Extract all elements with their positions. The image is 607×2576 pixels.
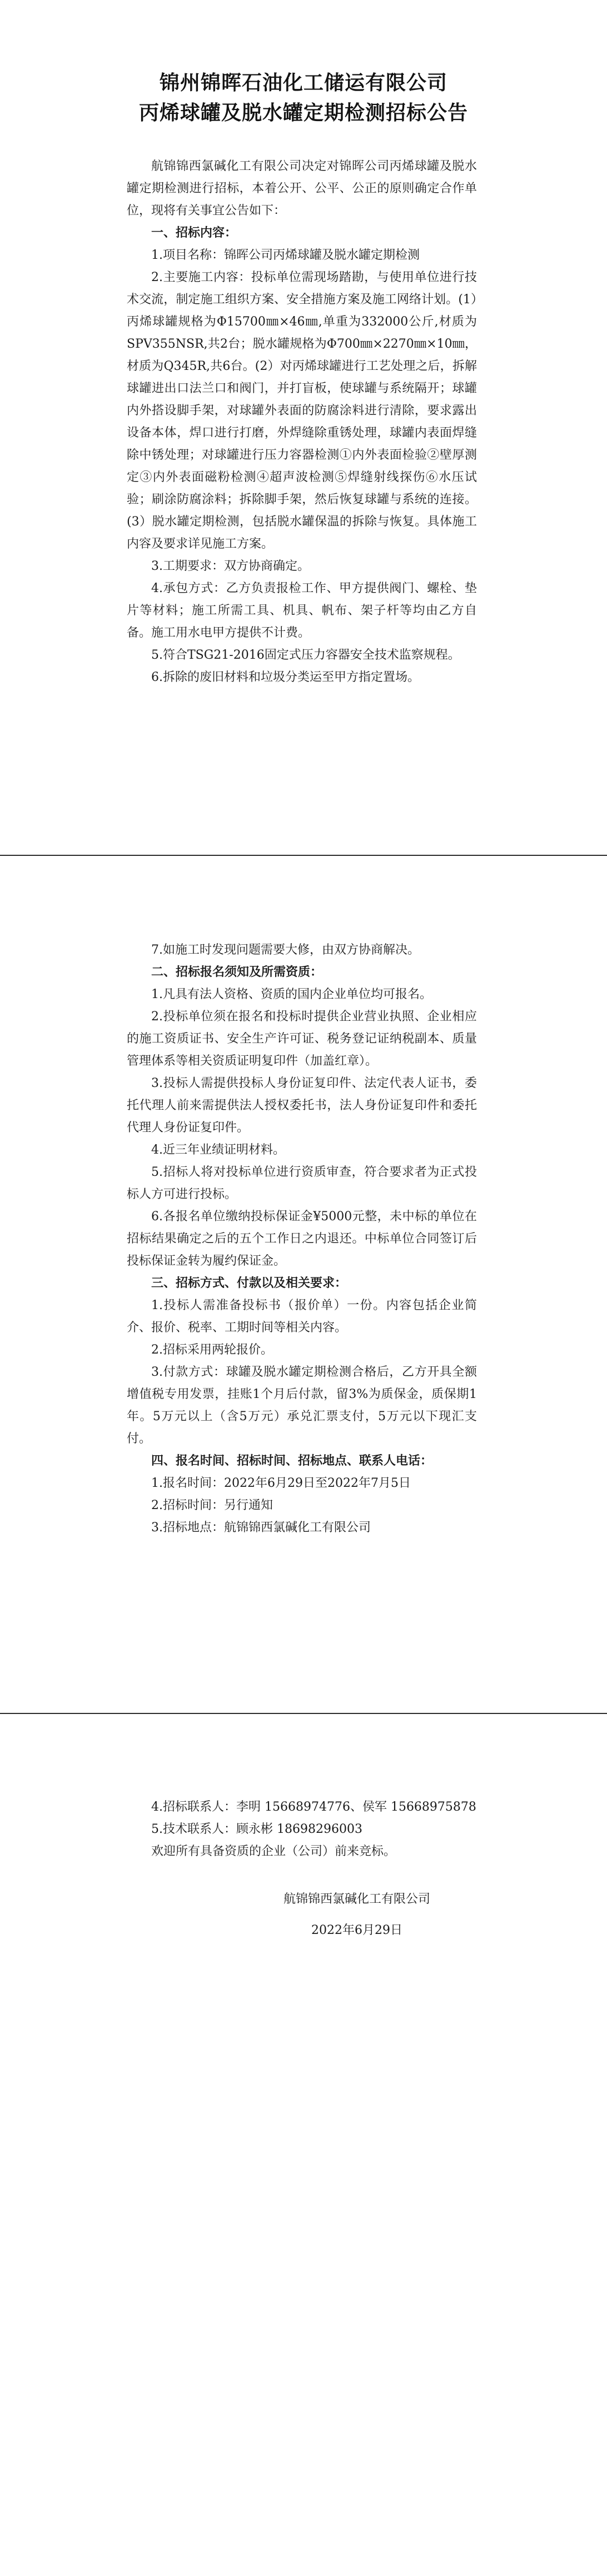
sec2-item-6: 6.各报名单位缴纳投标保证金¥5000元整，未中标的单位在招标结果确定之后的五个工作日之内退还。中标单位合同签订后投标保证金转为履约保证金。 [127, 1210, 477, 1268]
document-title-line-1: 锦州锦晖石油化工储运有限公司 [159, 72, 447, 94]
sec1-item-5: 5.符合TSG21-2016固定式压力容器安全技术监察规程。 [151, 648, 460, 662]
sec4-item-1: 1.报名时间：2022年6月29日至2022年7月5日 [151, 1476, 411, 1490]
document-title-line-2: 丙烯球罐及脱水罐定期检测招标公告 [138, 102, 468, 124]
sec1-item-2: 2.主要施工内容：投标单位需现场踏勘，与使用单位进行技术交流，制定施工组织方案、安全措施方案及施工网络计划。(1）丙烯球罐规格为Φ15700㎜×46㎜,单重为332000公斤,材质为SPV355NSR,共2台；脱水罐规格为Φ700㎜×2270㎜×10㎜，材质为Q345R,共6台。(2）对丙烯球罐进行工艺处理之后，拆解球罐进出口法兰口和阀门，并打盲板，使球罐与系统隔开；球罐内外搭设脚手架，对球罐外表面的防腐涂料进行清除，要求露出设备本体，焊口进行打磨，外焊缝除重锈处理，球罐内表面焊缝除中锈处理；对球罐进行压力容器检测①内外表面检验②壁厚测定③内外表面磁粉检测④超声波检测⑤焊缝射线探伤⑥水压试验；刷涂防腐涂料；拆除脚手架，然后恢复球罐与系统的连接。(3）脱水罐定期检测，包括脱水罐保温的拆除与恢复。具体施工内容及要求详见施工方案。 [127, 270, 477, 551]
sec4-item-3: 3.招标地点：航锦锦西氯碱化工有限公司 [151, 1521, 371, 1535]
page-1 [0, 0, 607, 855]
section-4-heading: 四、报名时间、招标时间、招标地点、联系人电话： [151, 1454, 433, 1468]
sec2-item-3: 3.投标人需提供投标人身份证复印件、法定代表人证书，委托代理人前来需提供法人授权委托书，法人身份证复印件和委托代理人身份证复印件。 [127, 1076, 477, 1135]
section-2-heading: 二、招标报名须知及所需资质： [151, 965, 323, 979]
sec4-item-2: 2.招标时间：另行通知 [151, 1499, 273, 1512]
sec3-item-1: 1.投标人需准备投标书（报价单）一份。内容包括企业简介、报价、税率、工期时间等相关内容。 [127, 1299, 477, 1335]
sec2-item-5: 5.招标人将对投标单位进行资质审查，符合要求者为正式投标人方可进行投标。 [127, 1165, 477, 1201]
page-1-body [127, 156, 477, 689]
section-3-heading: 三、招标方式、付款以及相关要求： [151, 1276, 347, 1290]
sec1-item-4: 4.承包方式：乙方负责报检工作、甲方提供阀门、螺栓、垫片等材料；施工所需工具、机具、帆布、架子杆等均由乙方自备。施工用水电甲方提供不计费。 [127, 582, 477, 640]
sec3-item-3: 3.付款方式：球罐及脱水罐定期检测合格后，乙方开具全额增值税专用发票，挂账1个月后付款，留3%为质保金，质保期1年。5万元以上（含5万元）承兑汇票支付，5万元以下现汇支付。 [127, 1365, 477, 1446]
sec1-item-1: 1.项目名称：锦晖公司丙烯球罐及脱水罐定期检测 [151, 248, 420, 262]
sec1-item-7: 7.如施工时发现问题需要大修，由双方协商解决。 [151, 943, 420, 957]
page-3-body [127, 1796, 477, 1863]
page-3 [0, 1714, 607, 2576]
signature-date: 2022年6月29日 [311, 1923, 402, 1937]
closing-line: 欢迎所有具备资质的企业（公司）前来竞标。 [151, 1845, 396, 1858]
section-1-heading: 一、招标内容： [151, 226, 237, 240]
sec1-item-6: 6.拆除的废旧材料和垃圾分类运至甲方指定置场。 [151, 670, 420, 684]
sec4-item-4: 4.招标联系人：李明 15668974776、侯军 15668975878 [151, 1800, 476, 1814]
sec2-item-4: 4.近三年业绩证明材料。 [151, 1143, 285, 1157]
page-2-body [127, 939, 477, 1539]
sec3-item-2: 2.招标采用两轮报价。 [151, 1343, 273, 1357]
sec1-item-3: 3.工期要求：双方协商确定。 [151, 559, 310, 573]
sec4-item-5: 5.技术联系人：顾永彬 18698296003 [151, 1822, 362, 1836]
sec2-item-1: 1.凡具有法人资格、资质的国内企业单位均可报名。 [151, 988, 432, 1001]
signature-company: 航锦锦西氯碱化工有限公司 [283, 1892, 431, 1906]
intro-paragraph: 航锦锦西氯碱化工有限公司决定对锦晖公司丙烯球罐及脱水罐定期检测进行招标，本着公开、公平、公正的原则确定合作单位，现将有关事宜公告如下： [127, 159, 477, 218]
sec2-item-2: 2.投标单位须在报名和投标时提供企业营业执照、企业相应的施工资质证书、安全生产许可证、税务登记证纳税副本、质量管理体系等相关资质证明复印件（加盖红章）。 [127, 1010, 477, 1068]
page-2 [0, 856, 607, 1713]
